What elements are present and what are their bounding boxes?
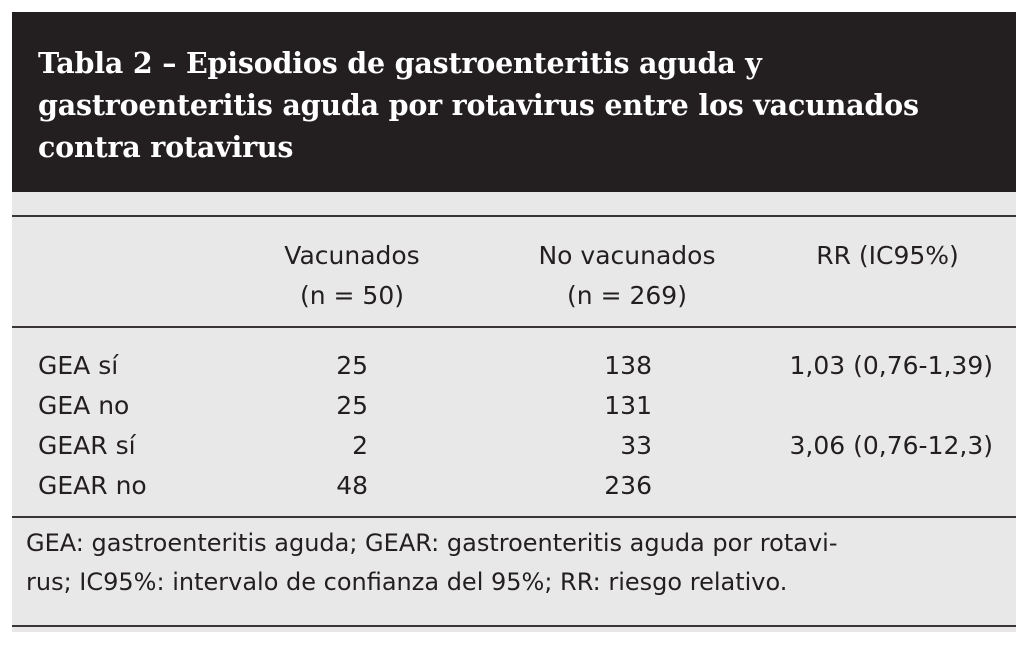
footnote-line: GEA: gastroenteritis aguda; GEAR: gastroenteritis aguda por rotavi-	[26, 529, 838, 557]
table-container	[12, 12, 1016, 192]
cell-rr: 3,06 (0,76-12,3)	[789, 431, 993, 460]
cell-vacunados: 25	[336, 351, 368, 380]
table-footnote	[26, 524, 986, 602]
cell-no-vacunados: 131	[604, 391, 652, 420]
footnote-bottom-rule	[12, 625, 1016, 627]
cell-rr: 1,03 (0,76-1,39)	[789, 351, 993, 380]
column-header-vacunados	[242, 236, 462, 316]
column-header-line: (n = 50)	[299, 281, 404, 310]
column-header-line: No vacunados	[538, 241, 716, 270]
table-title	[38, 42, 990, 168]
row-label: GEA sí	[38, 351, 119, 380]
table-title-line: gastroenteritis aguda por rotavirus entre los vacunados	[38, 88, 919, 122]
column-header-line: Vacunados	[284, 241, 420, 270]
column-header-rr	[780, 236, 995, 276]
row-label: GEAR no	[38, 471, 147, 500]
header-bottom-rule	[12, 326, 1016, 328]
column-header-no-vacunados	[497, 236, 757, 316]
row-label: GEAR sí	[38, 431, 136, 460]
table-title-bar	[12, 12, 1016, 192]
row-label: GEA no	[38, 391, 130, 420]
cell-vacunados: 25	[336, 391, 368, 420]
column-header-line: (n = 269)	[567, 281, 687, 310]
cell-no-vacunados: 236	[604, 471, 652, 500]
footnote-line: rus; IC95%: intervalo de confianza del 95%; RR: riesgo relativo.	[26, 568, 788, 596]
header-top-rule	[12, 215, 1016, 217]
body-bottom-rule	[12, 516, 1016, 518]
table-title-line: contra rotavirus	[38, 130, 294, 164]
cell-vacunados: 2	[352, 431, 368, 460]
cell-no-vacunados: 138	[604, 351, 652, 380]
cell-vacunados: 48	[336, 471, 368, 500]
column-header-line: RR (IC95%)	[816, 241, 959, 270]
cell-no-vacunados: 33	[620, 431, 652, 460]
table-title-line: Tabla 2 – Episodios de gastroenteritis aguda y	[38, 46, 762, 80]
